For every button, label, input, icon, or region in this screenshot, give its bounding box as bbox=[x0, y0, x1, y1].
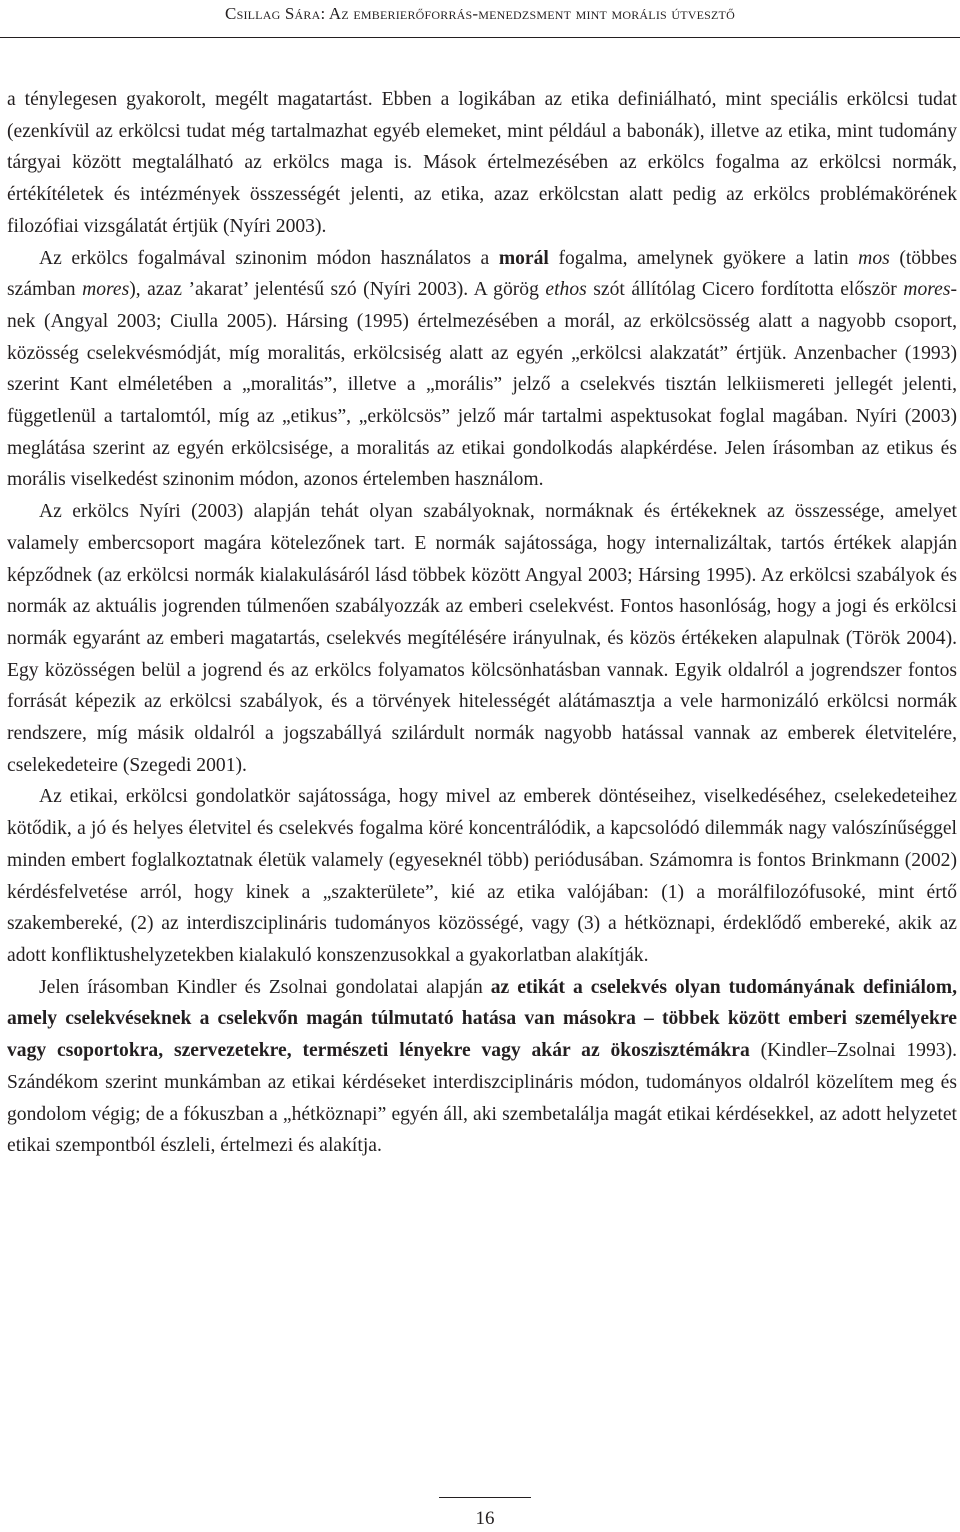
paragraph bbox=[7, 781, 957, 971]
body-text bbox=[7, 84, 957, 1162]
footer-rule bbox=[439, 1497, 531, 1498]
text-run: Az erkölcs fogalmával szinonim módon használatos a bbox=[39, 247, 499, 269]
italic-term: mos bbox=[858, 247, 890, 269]
paragraph bbox=[7, 496, 957, 781]
paragraph bbox=[7, 972, 957, 1162]
italic-term: mores bbox=[82, 279, 130, 301]
text-run: Jelen írásomban Kindler és Zsolnai gondolatai alapján bbox=[39, 976, 491, 998]
running-head: Csillag Sára: Az emberierőforrás-menedzsment mint morális útvesztő bbox=[225, 4, 735, 23]
text-run: -nek (Angyal 2003; Ciulla 2005). Hársing (1995) értelmezésében a morál, az erkölcsösség alatt a nagyobb csoport, közösség cselekvésmódját, míg moralitás, erkölcsiség alatt az egyén „erkölcsi alakzatát” értjük. Anzenbacher (1993) szerint Kant elméletében a „moralitás”, illetve a „morális” jelző a cselekvés tisztán lelkiismereti jellegét jelenti, függetlenül a tartalomtól, míg az „etikus”, „erkölcsös” jelző már tartalmi aspektusokat foglal magában. Nyíri (2003) meglátása szerint az egyén erkölcsisége, a moralitás az etikai gondolkodás alapkérdése. Jelen írásomban az etikus és morális viselkedést szinonim módon, azonos értelemben használom. bbox=[7, 279, 957, 491]
text-run: ), azaz ’akarat’ jelentésű szó (Nyíri 2003). A görög bbox=[129, 279, 546, 301]
bold-text: az etikát a cselekvés olyan tudományának definiálom, amely cselekvéseknek a cselekvőn magán túlmutató hatása van másokra – többek között emberi személyekre vagy csoportokra, szervezetekre, természeti lényekre vagy akár az ökoszisztémákra bbox=[7, 976, 957, 1062]
text-run: Az erkölcs Nyíri (2003) alapján tehát olyan szabályoknak, normáknak és értékeknek az összessége, amelyet valamely embercsoport magára kötelezőnek tart. E normák sajátossága, hogy internalizáltak, tartós értékek alapján képződnek (az erkölcsi normák kialakulásáról lásd többek között Angyal 2003; Hársing 1995). Az erkölcsi szabályok és normák az aktuális jogrenden túlmenően szabályozzák az emberi cselekvést. Fontos hasonlóság, hogy a jogi és erkölcsi normák egyaránt az emberi magatartás, cselekvés megítélésére irányulnak, és közös értékeken alapulnak (Török 2004). Egy közösségen belül a jogrend és az erkölcs folyamatos kölcsönhatásban vannak. Egyik oldalról a jogrendszer fontos forrását képezik az erkölcsi szabályok, és a törvények hitelességét alátámasztja a vele harmonizáló erkölcsi normák rendszere, míg másik oldalról a jogszabállyá szilárdult normák nagyobb hatással vannak az emberek életvitelére, cselekedeteire (Szegedi 2001). bbox=[7, 501, 957, 776]
bold-text: morál bbox=[498, 247, 549, 269]
page-number: 16 bbox=[475, 1508, 495, 1529]
italic-term: mores bbox=[903, 279, 951, 301]
paragraph bbox=[7, 84, 957, 243]
italic-term: ethos bbox=[545, 279, 587, 301]
text-run: (többes számban bbox=[7, 247, 957, 301]
text-run: fogalma, amelynek gyökere a latin bbox=[548, 247, 859, 269]
text-run: (Kindler–Zsolnai 1993). Szándékom szerint munkámban az etikai kérdéseket interdiszciplináris módon, tudományos oldalról közelítem meg és gondolom végig; de a fókuszban a „hétköznapi” egyén áll, aki szembetalálja magát etikai kérdésekkel, az adott helyzetet etikai szempontból észleli, értelmezi és alakítja. bbox=[7, 1040, 957, 1157]
paragraph bbox=[7, 243, 957, 497]
header-rule bbox=[0, 37, 960, 38]
text-run: szót állítólag Cicero fordította először bbox=[586, 279, 904, 301]
text-run: a ténylegesen gyakorolt, megélt magatartást. Ebben a logikában az etika definiálható, mint speciális erkölcsi tudat (ezenkívül az erkölcsi tudat még tartalmazhat egyéb elemeket, mint például a babonák), illetve az etika, mint tudomány tárgyai között megtalálható az erkölcs maga is. Mások értelmezésében az erkölcs fogalma az erkölcsi normák, értékítéletek és intézmények összességét jelenti, az etika, azaz erkölcstan alatt pedig az erkölcs problémakörének filozófiai vizsgálatát értjük (Nyíri 2003). bbox=[7, 89, 957, 237]
text-run: Az etikai, erkölcsi gondolatkör sajátossága, hogy mivel az emberek döntéseihez, viselkedéséhez, cselekedeteihez kötődik, a jó és helyes életvitel és cselekvés fogalma köré koncentrálódik, a kapcsolódó dilemmák nagy valószínűséggel minden embert foglalkoztatnak életük valamely (egyeseknél több) periódusában. Számomra is fontos Brinkmann (2002) kérdésfelvetése arról, hogy kinek a „szakterülete”, kié az etika valójában: (1) a morálfilozófusoké, mint értő szakembereké, (2) az interdiszciplináris tudományos közösségé, vagy (3) a hétköznapi, érdeklődő embereké, akik az adott konfliktushelyzetekben kialakuló konszenzusokkal a gyakorlatban alakítják. bbox=[7, 786, 957, 966]
